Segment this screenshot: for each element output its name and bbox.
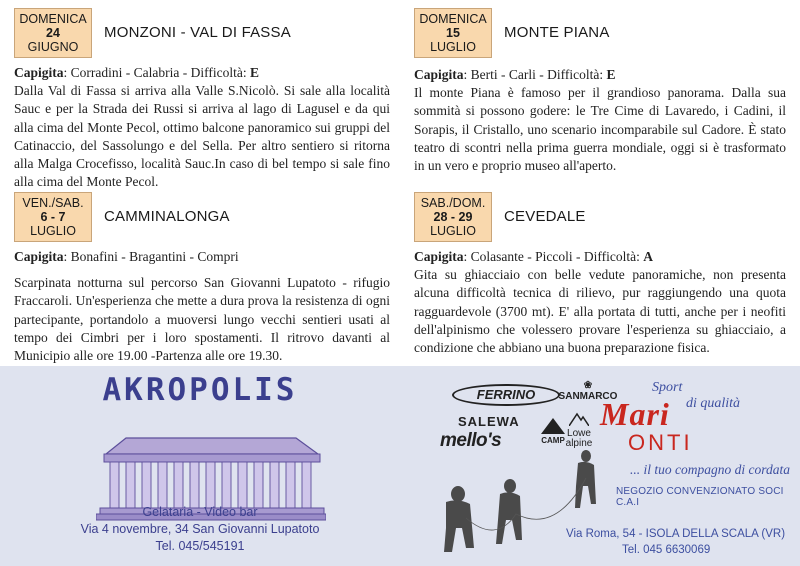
capigita-line: [414, 248, 786, 266]
sanmarco-icon: ❀: [583, 380, 593, 391]
capigita-names: : Berti - Carli - Difficoltà:: [463, 67, 607, 82]
date-box: [414, 192, 492, 242]
event-title: CEVEDALE: [504, 208, 586, 225]
akropolis-tel: Tel. 045/545191: [155, 539, 245, 553]
date-line1: DOMENICA: [419, 12, 487, 26]
marimonti-address: Via Roma, 54 - ISOLA DELLA SCALA (VR): [566, 528, 786, 540]
salewa-logo: SALEWA: [458, 414, 520, 429]
date-line1: VEN./SAB.: [22, 196, 84, 210]
date-line3: LUGLIO: [30, 224, 76, 238]
akropolis-logo-text: AKROPOLIS: [102, 372, 298, 408]
marimonti-tel: Tel. 045 6630069: [622, 544, 711, 556]
capigita-label: Capigita: [14, 65, 64, 80]
monti-logo-text: ONTI: [628, 430, 693, 455]
difficulty: E: [249, 65, 259, 80]
negozio-convenzionato: NEGOZIO CONVENZIONATO SOCI C.A.I: [616, 486, 784, 508]
capigita-names: : Colasante - Piccoli - Difficoltà:: [463, 249, 644, 264]
event-title: CAMMINALONGA: [104, 208, 230, 225]
lowe-peak-icon: [569, 412, 589, 426]
akropolis-address: Via 4 novembre, 34 San Giovanni Lupatoto: [80, 522, 320, 536]
date-line1: SAB./DOM.: [420, 196, 486, 210]
event-description: Gita su ghiacciaio con belle vedute panoramiche, non presenta alcuna difficoltà tecnica di rilievo, pur raggiungendo una quota ragguardevole (3700 mt). E' alla portata di tutti, anche per i neofiti dell'alpinismo che volessero provare l'esperienza su ghiacciaio, a condizione che abbiano una buona preparazione fisica.: [414, 267, 786, 356]
date-line2: 15: [446, 26, 460, 40]
ferrino-logo: FERRINO: [452, 384, 560, 406]
event-description: Il monte Piana è famoso per il grandioso panorama. Dalla sua sommità si possono godere: le Tre Cime di Lavaredo, i Cadini, il Sorapis, il Cristallo, uno scenario incomparabile sul Cadore. È stato teatro di scontri nella prima guerra mondiale, oggi si è trasformato in un vero e proprio museo all'aperto.: [414, 85, 786, 174]
capigita-label: Capigita: [414, 67, 464, 82]
ad-marimonti: [400, 366, 800, 566]
event-monzoni: [14, 8, 390, 190]
date-line3: LUGLIO: [430, 224, 476, 238]
capigita-label: Capigita: [414, 249, 464, 264]
camp-mountain-icon: [541, 418, 565, 434]
sport-line1: Sport: [652, 380, 683, 395]
akropolis-line1: Gelataria - Video bar: [142, 505, 258, 519]
mari-logo-text: Mari: [600, 396, 670, 432]
capigita-line: [414, 66, 786, 84]
camp-logo: [540, 418, 566, 445]
akropolis-info: [0, 504, 400, 555]
date-box: [14, 192, 92, 242]
mellos-logo: mello's: [440, 430, 502, 451]
capigita-names: : Corradini - Calabria - Difficoltà:: [63, 65, 250, 80]
date-line3: LUGLIO: [430, 40, 476, 54]
date-box: [14, 8, 92, 58]
event-camminalonga: [14, 192, 390, 362]
sport-line2: di qualità: [686, 396, 741, 411]
sanmarco-text: SANMARCO: [558, 391, 618, 402]
event-title: MONZONI - VAL DI FASSA: [104, 24, 291, 41]
capigita-label: Capigita: [14, 249, 64, 264]
date-line1: DOMENICA: [19, 12, 87, 26]
camp-text: CAMP: [541, 436, 565, 445]
difficulty: A: [643, 249, 653, 264]
difficulty: E: [606, 67, 616, 82]
event-title: MONTE PIANA: [504, 24, 610, 41]
marimonti-address-block: [566, 526, 785, 558]
date-line2: 6 - 7: [40, 210, 66, 224]
event-cevedale: [414, 192, 786, 362]
capigita-names: : Bonafini - Bragantini - Compri: [63, 249, 239, 264]
date-line3: GIUGNO: [27, 40, 79, 54]
lowe-text: Lowe alpine: [565, 428, 593, 449]
event-description: Dalla Val di Fassa si arriva alla Valle S.Nicolò. Si sale alla località Sauc e per la Strada dei Russi si arriva al lago di Lagusel e da qui alla cima del Monte Pecol, ottimo balcone panoramico sui gruppi del Catinaccio, del Sassolungo e del Sella. Per altro sentiero si ritorna alla Malga Crocefisso, località Sauc.In caso di bel tempo si sale fino alla cima del Monte Pecol.: [14, 83, 390, 190]
ad-akropolis: [0, 366, 400, 566]
capigita-line: [14, 248, 390, 266]
event-description: Scarpinata notturna sul percorso San Giovanni Lupatoto - rifugio Fraccaroli. Un'esperienza che mette a dura prova la resistenza di ogni partecipante, portandolo a muoversi lungo vecchi sentieri usati al tempo dei Cimbri per i loro spostamenti. Il ritrovo davanti al Municipio alle ore 19.00 -Partenza alle ore 19.30.: [14, 275, 390, 364]
date-line2: 24: [46, 26, 60, 40]
capigita-line: [14, 64, 390, 82]
lowe-alpine-logo: [564, 412, 594, 449]
date-line2: 28 - 29: [433, 210, 473, 224]
date-box: [414, 8, 492, 58]
event-monte-piana: [414, 8, 786, 184]
tagline: ... il tuo compagno di cordata: [630, 462, 790, 477]
